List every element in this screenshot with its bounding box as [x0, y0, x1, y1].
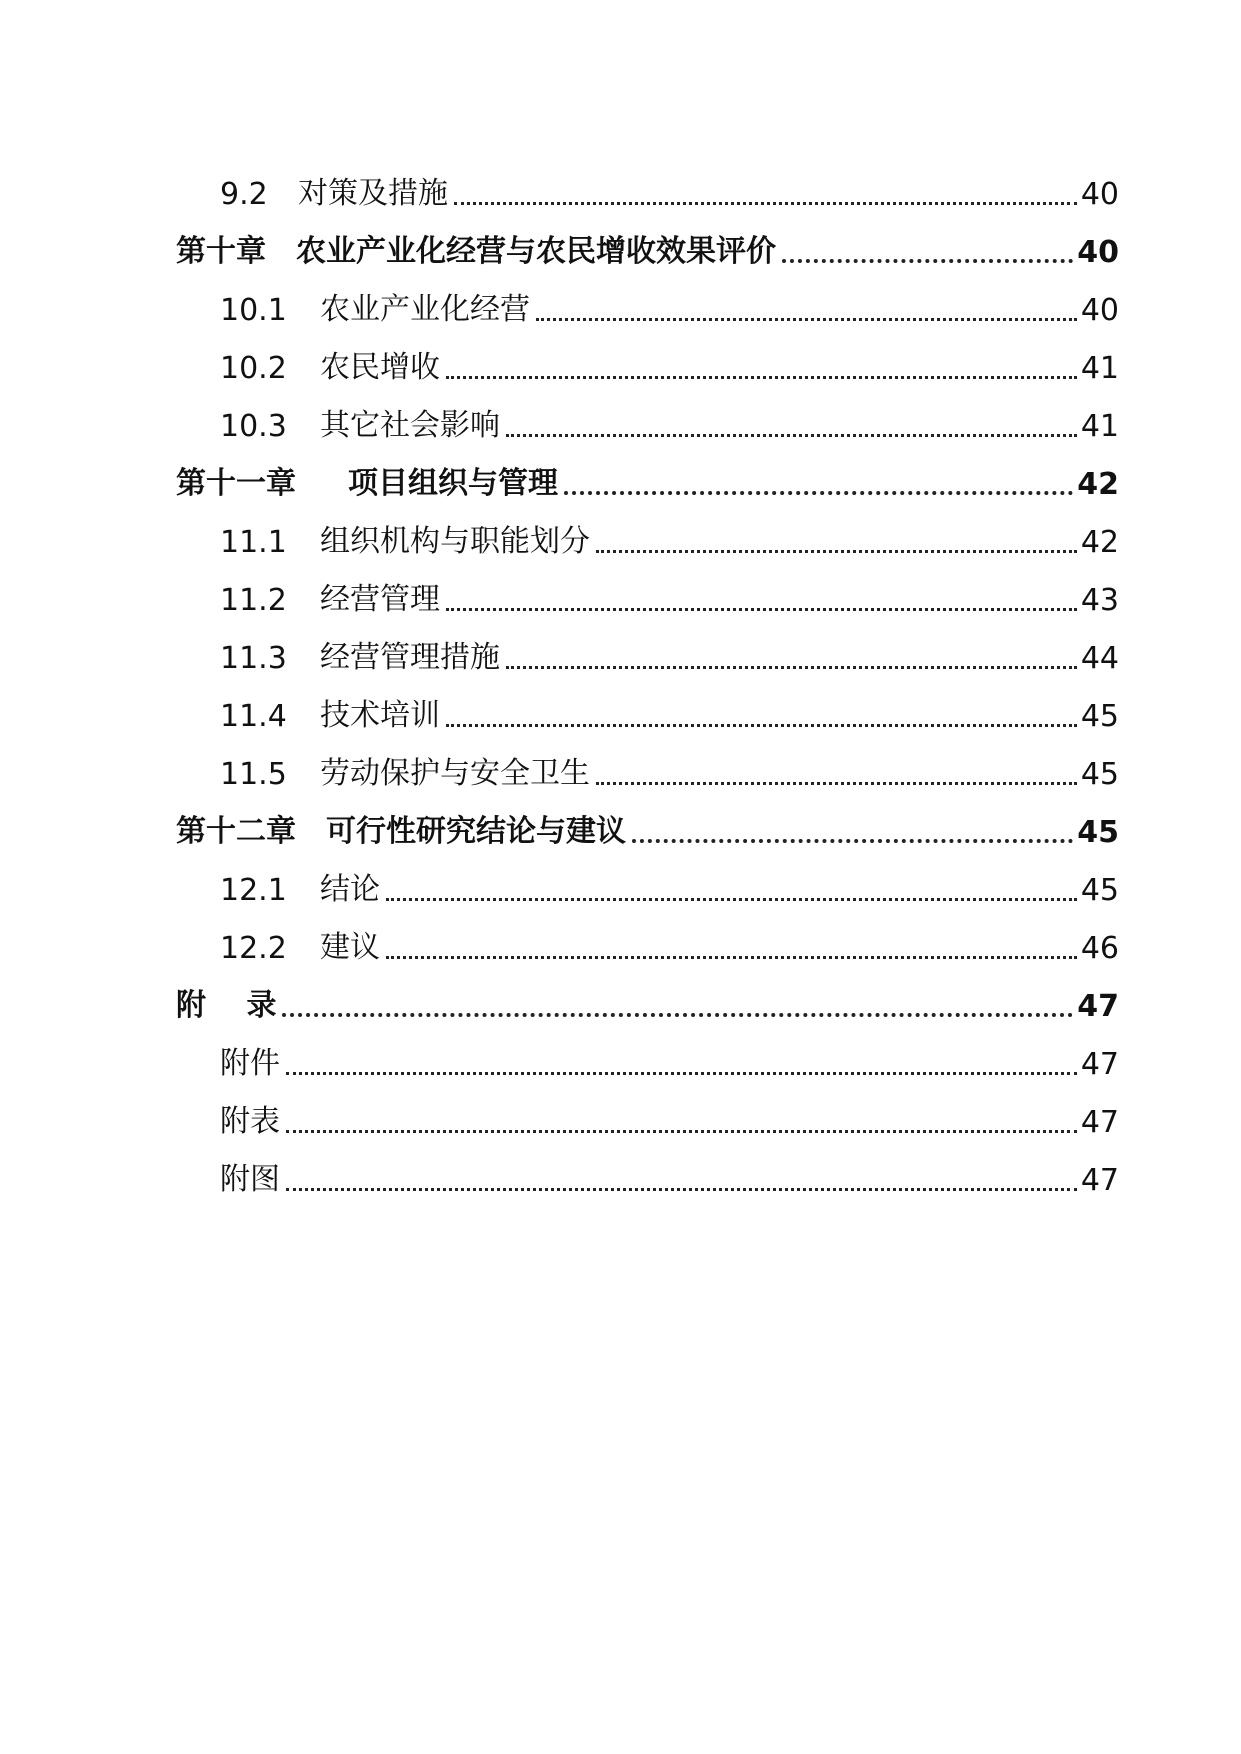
toc-chapter-page: 40: [1077, 235, 1119, 270]
toc-entry-title: 对策及措施: [298, 176, 448, 211]
toc-entry-number: 10.1: [220, 293, 287, 328]
toc-entry-number: 11.3: [220, 641, 287, 676]
toc-entry-title: 经营管理: [320, 582, 440, 617]
toc-entry-title: 经营管理措施: [320, 640, 500, 675]
toc-chapter-number: 附 录: [176, 988, 277, 1023]
toc-entry-11-1[interactable]: [220, 520, 1119, 560]
toc-entry-title: 组织机构与职能划分: [320, 524, 590, 559]
toc-entry-number: 10.3: [220, 409, 287, 444]
toc-entry-page: 40: [1080, 293, 1119, 328]
toc-entry-11-4[interactable]: [220, 694, 1119, 734]
toc-entry-page: 40: [1080, 177, 1119, 212]
toc-chapter-10[interactable]: [176, 230, 1119, 270]
toc-entry-title: 其它社会影响: [320, 408, 500, 443]
toc-entry-page: 42: [1080, 525, 1119, 560]
dot-leader: [286, 1072, 1077, 1075]
toc-entry-attached-tables[interactable]: [220, 1100, 1119, 1140]
toc-entry-title: 附图: [220, 1162, 280, 1197]
dot-leader: [596, 782, 1077, 785]
dot-leader: [454, 202, 1077, 205]
dot-leader: [446, 724, 1077, 727]
dot-leader: [282, 1013, 1073, 1017]
dot-leader: [386, 956, 1077, 959]
toc-entry-page: 47: [1080, 1105, 1119, 1140]
dot-leader: [596, 550, 1077, 553]
toc-entry-10-1[interactable]: [220, 288, 1119, 328]
toc-entry-page: 47: [1080, 1047, 1119, 1082]
toc-entry-page: 46: [1080, 931, 1119, 966]
toc-entry-11-3[interactable]: [220, 636, 1119, 676]
dot-leader: [286, 1130, 1077, 1133]
dot-leader: [286, 1188, 1077, 1191]
dot-leader: [386, 898, 1077, 901]
dot-leader: [446, 608, 1077, 611]
dot-leader: [564, 491, 1073, 495]
toc-entry-10-3[interactable]: [220, 404, 1119, 444]
toc-entry-page: 45: [1080, 873, 1119, 908]
toc-appendix[interactable]: [176, 984, 1119, 1024]
toc-entry-title: 附件: [220, 1046, 280, 1081]
toc-chapter-page: 47: [1077, 989, 1119, 1024]
toc-entry-page: 43: [1080, 583, 1119, 618]
toc-chapter-title: 农业产业化经营与农民增收效果评价: [296, 234, 776, 269]
dot-leader: [536, 318, 1077, 321]
toc-entry-attached-figures[interactable]: [220, 1158, 1119, 1198]
toc-entry-number: 12.1: [220, 873, 287, 908]
toc-chapter-title: 可行性研究结论与建议: [326, 814, 626, 849]
dot-leader: [506, 434, 1077, 437]
toc-entry-number: 12.2: [220, 931, 287, 966]
toc-entry-page: 45: [1080, 699, 1119, 734]
toc-entry-page: 45: [1080, 757, 1119, 792]
toc-entry-number: 9.2: [220, 177, 268, 212]
toc-entry-number: 11.2: [220, 583, 287, 618]
dot-leader: [632, 839, 1073, 843]
dot-leader: [782, 259, 1073, 263]
toc-entry-title: 结论: [320, 872, 380, 907]
toc-entry-page: 41: [1080, 409, 1119, 444]
toc-entry-11-2[interactable]: [220, 578, 1119, 618]
toc-chapter-number: 第十二章: [176, 814, 296, 849]
toc-entry-number: 11.1: [220, 525, 287, 560]
toc-entry-title: 技术培训: [320, 698, 440, 733]
toc-entry-page: 44: [1080, 641, 1119, 676]
toc-entry-number: 11.5: [220, 757, 287, 792]
toc-entry-11-5[interactable]: [220, 752, 1119, 792]
toc-entry-12-1[interactable]: [220, 868, 1119, 908]
toc-entry-title: 农民增收: [320, 350, 440, 385]
toc-chapter-11[interactable]: [176, 462, 1119, 502]
dot-leader: [446, 376, 1077, 379]
toc-chapter-page: 42: [1077, 467, 1119, 502]
toc-entry-10-2[interactable]: [220, 346, 1119, 386]
toc-chapter-number: 第十章: [176, 234, 266, 269]
toc-entry-attachments[interactable]: [220, 1042, 1119, 1082]
toc-entry-9-2[interactable]: [220, 172, 1119, 212]
toc-entry-title: 农业产业化经营: [320, 292, 530, 327]
toc-entry-12-2[interactable]: [220, 926, 1119, 966]
toc-chapter-page: 45: [1077, 815, 1119, 850]
toc-chapter-title: 项目组织与管理: [348, 466, 558, 501]
toc-entry-title: 劳动保护与安全卫生: [320, 756, 590, 791]
toc-entry-number: 11.4: [220, 699, 287, 734]
toc-entry-title: 建议: [320, 930, 380, 965]
toc-chapter-12[interactable]: [176, 810, 1119, 850]
toc-entry-page: 41: [1080, 351, 1119, 386]
toc-chapter-number: 第十一章: [176, 466, 296, 501]
dot-leader: [506, 666, 1077, 669]
toc-entry-page: 47: [1080, 1163, 1119, 1198]
toc-entry-number: 10.2: [220, 351, 287, 386]
toc-entry-title: 附表: [220, 1104, 280, 1139]
